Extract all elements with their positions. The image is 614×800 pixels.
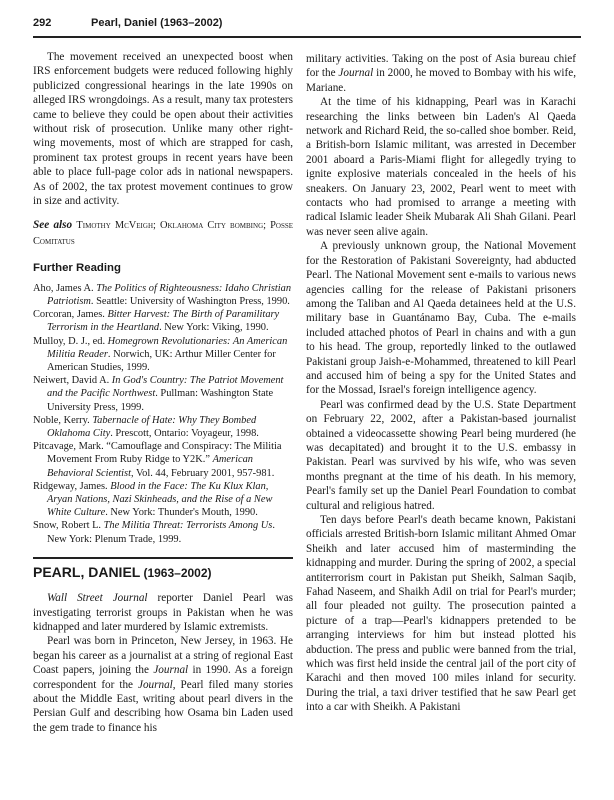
body-paragraph: Ten days before Pearl's death became known, Pakistani officials arrested British-born Islamic militant Ahmed Omar Sheikh and later accused him of masterminding the kidnapping and murder. During the spring of 2002, a special antiterrorism court in Pakistan put Sheikh, Salman Saqib, Fahad Naseem, and Shaikh Adil on trial for Pearl's murder; all four pleaded not guilty. The prosecution painted a picture of a trap—Pearl's kidnappers pretended to be arranging interviews for him but instead plotted his abduction. The press and public were banned from the trial, which was first held inside the central jail of the port city of Karachi and then moved 100 miles inland for security. During the trial, a taxi driver testified that he saw Pearl get into a car with Sheikh. A Pakistani xyxy=(306,514,576,714)
running-head-title: Pearl, Daniel (1963–2002) xyxy=(91,17,223,29)
reference-item: Ridgeway, James. Blood in the Face: The Ku Klux Klan, Aryan Nations, Nazi Skinheads, and the Rise of a New White Culture. New York: Thunder's Mouth, 1990. xyxy=(33,480,273,519)
body-paragraph: A previously unknown group, the National Movement for the Restoration of Pakistani Sovereignty, had abducted Pearl. The National Movement sent e-mails to various news agencies calling for the release of Pakistani prisoners among the Taliban and Al Qaeda detainees held at the U.S. military base in Guantánamo Bay, Cuba. The e-mails included attached photos of Pearl in chains and with a gun to his head. The group, reportedly linked to the outlawed Pakistani group Jaish-e-Mohammed, threatened to kill Pearl and accused him of being a spy for the United States and for the Mossad, Israel's foreign intelligence agency. xyxy=(306,240,576,397)
reference-item: Noble, Kerry. Tabernacle of Hate: Why They Bombed Oklahoma City. Prescott, Ontario: Voyageur, 1998. xyxy=(33,414,259,439)
header-rule xyxy=(33,36,581,38)
reference-item: Pitcavage, Mark. “Camouflage and Conspiracy: The Militia Movement From Ruby Ridge to Y2K.” American Behavioral Scientist, Vol. 44, February 2001, 957-981. xyxy=(33,441,282,479)
reference-item: Neiwert, David A. In God's Country: The Patriot Movement and the Pacific Northwest. Pullman: Washington State University Press, 1999. xyxy=(33,375,284,413)
left-column xyxy=(33,50,293,735)
entry-title xyxy=(33,565,293,581)
entry-name: PEARL, DANIEL xyxy=(33,563,141,580)
reference-item: Aho, James A. The Politics of Righteousness: Idaho Christian Patriotism. Seattle: University of Washington Press, 1990. xyxy=(33,282,292,307)
right-column xyxy=(306,52,576,715)
see-also-label: See also xyxy=(33,219,73,232)
body-paragraph: military activities. Taking on the post of Asia bureau chief for the Journal in 2000, he moved to Bombay with his wife, Mariane. xyxy=(306,53,576,94)
entry-dates: (1963–2002) xyxy=(143,565,212,580)
reference-item: Corcoran, James. Bitter Harvest: The Birth of Paramilitary Terrorism in the Heartland. New York: Viking, 1990. xyxy=(33,309,280,334)
body-paragraph: Pearl was confirmed dead by the U.S. State Department on February 22, 2002, after a Pakistan-based journalist obtained a videocassette showing Pearl being murdered (he was decapitated) and brought it to the U.S. embassy in Pakistan. Pearl was survived by his wife, who was seven months pregnant at the time of his death. In his memory, Pearl's family set up the Daniel Pearl Foundation to combat cultural and religious hatred. xyxy=(306,398,576,512)
see-also-links[interactable]: Timothy McVeigh; Oklahoma City bombing; Posse Comitatus xyxy=(33,220,294,247)
entry-rule xyxy=(33,557,293,559)
page-number: 292 xyxy=(33,17,52,29)
reference-list xyxy=(33,282,293,546)
further-reading-heading: Further Reading xyxy=(33,262,121,275)
body-paragraph: Wall Street Journal reporter Daniel Pearl was investigating terrorist groups in Pakistan when he was kidnapped and later murdered by Islamic extremists. xyxy=(33,592,294,633)
reference-item: Snow, Robert L. The Militia Threat: Terrorists Among Us. New York: Plenum Trade, 1999. xyxy=(33,520,275,545)
body-paragraph: At the time of his kidnapping, Pearl was in Karachi researching the links between bin Laden's Al Qaeda network and Richard Reid, the so-called shoe bomber. Reid, a British-born Islamic militant, was arrested in December 2001 aboard a Paris-Miami flight for allegedly trying to ignite explosive materials concealed in the heels of his sneakers. On January 23, 2002, Pearl went to meet with contacts who had promised to arrange a meeting with radical Islamic leader Sheik Mubarak Ali Shah Gilani. Pearl was never seen alive again. xyxy=(306,96,576,238)
running-header xyxy=(33,14,581,34)
reference-item: Mulloy, D. J., ed. Homegrown Revolutionaries: An American Militia Reader. Norwich, UK: Arthur Miller Center for American Studies, 1999. xyxy=(33,335,288,373)
body-paragraph: Pearl was born in Princeton, New Jersey, in 1963. He began his career as a journalist at a string of regional East Coast papers, joining the Journal in 1990. As a foreign correspondent for the Journal, Pearl filed many stories about the Middle East, writing about pearl divers in the Persian Gulf and describing how Osama bin Laden used the gem trade to finance his xyxy=(33,635,293,734)
body-paragraph: The movement received an unexpected boost when IRS enforcement budgets were reduced following highly publicized congressional hearings in the late 1990s on alleged IRS wrongdoings. As a result, many tax protesters came to believe they could be open about their activities without risk of prosecution. Unlike many other right-wing movements, most of which are strapped for cash, prominent tax protest groups in recent years have been able to place full-page color ads in national newspapers. As of 2002, the tax protest movement continues to grow in size and activity. xyxy=(33,51,293,208)
see-also xyxy=(33,218,293,249)
